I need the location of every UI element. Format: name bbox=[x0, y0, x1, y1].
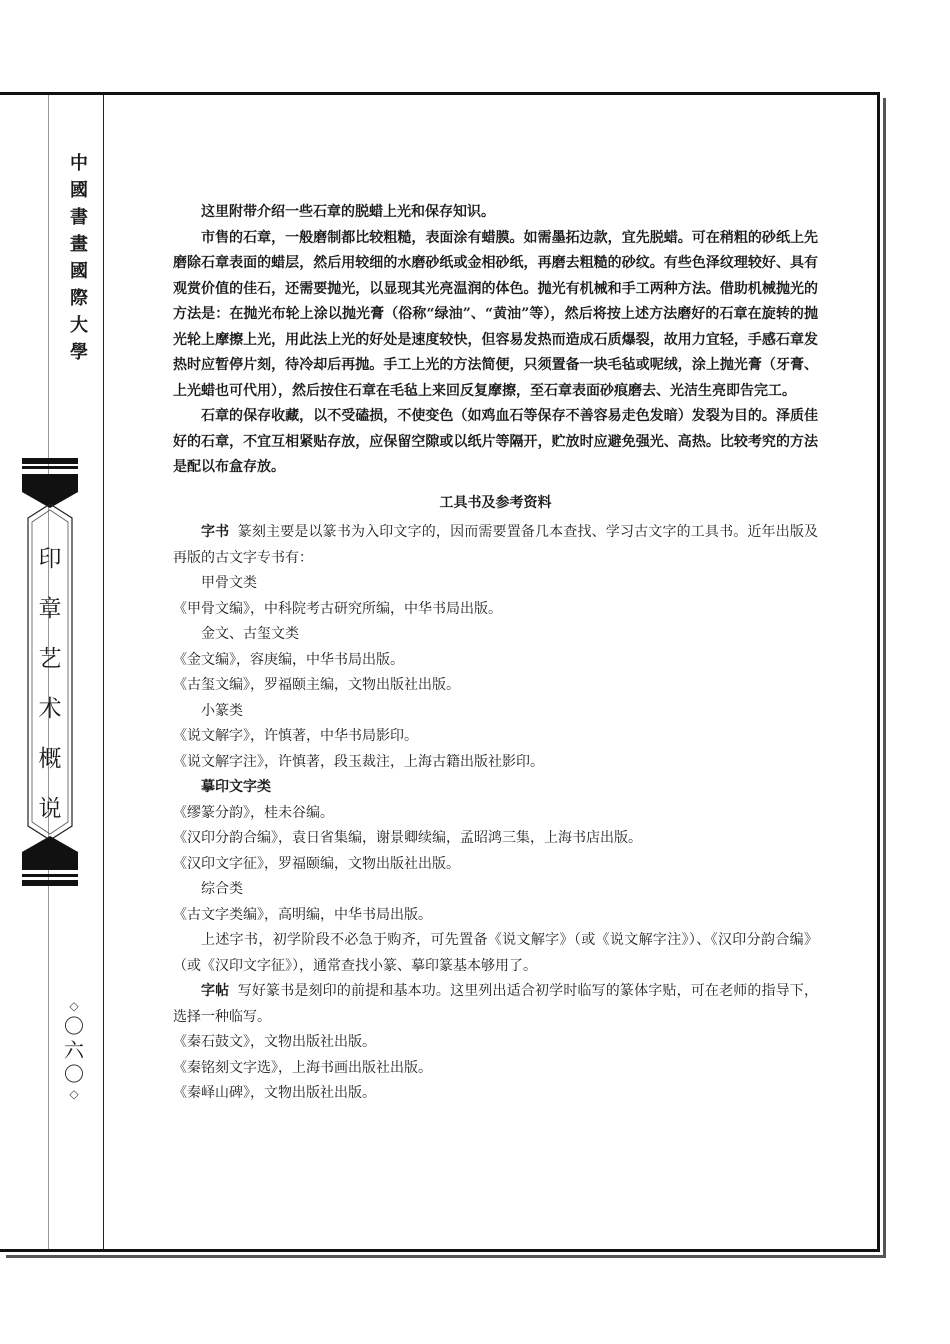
page-number-char: 〇 bbox=[64, 1014, 84, 1038]
series-title-char: 畫 bbox=[70, 234, 88, 255]
paragraph: 石章的保存收藏，以不受磕损，不使变色（如鸡血石等保存不善容易走色发暗）发裂为目的。泽质佳好的石章，不宜互相紧贴存放，应保留空隙或以纸片等隔开，贮放时应避免强光、高热。比较考究的方法是配以布盒存放。 bbox=[173, 408, 818, 475]
diamond-icon: ◇ bbox=[69, 1087, 79, 1101]
series-title-char: 學 bbox=[70, 342, 88, 363]
category-label: 综合类 bbox=[201, 881, 243, 897]
cartouche-bottom-band-thin bbox=[22, 874, 78, 877]
cartouche-top-band-thin bbox=[22, 466, 78, 469]
inner-border-rule bbox=[103, 95, 104, 1249]
book-title-char: 艺 bbox=[38, 646, 62, 672]
paragraph bbox=[173, 520, 818, 571]
section-heading: 工具书及参考资料 bbox=[439, 494, 552, 511]
book-entry: 《汉印文字征》，罗福颐编，文物出版社出版。 bbox=[173, 855, 460, 872]
category-label: 甲骨文类 bbox=[201, 575, 257, 591]
paragraph: 上述字书，初学阶段不必急于购齐，可先置备《说文解字》（或《说文解字注》）、《汉印分韵合编》（或《汉印文字征》），通常查找小篆、摹印篆基本够用了。 bbox=[173, 932, 818, 974]
paragraph: 这里附带介绍一些石章的脱蜡上光和保存知识。 bbox=[201, 204, 495, 220]
page-number bbox=[60, 998, 88, 1102]
book-entry: 《古玺文编》，罗福颐主编，文物出版社出版。 bbox=[173, 677, 460, 693]
term-text: 写好篆书是刻印的前提和基本功。这里列出适合初学时临写的篆体字贴，可在老师的指导下，选择一种临写。 bbox=[173, 983, 819, 1025]
book-entry: 《秦石鼓文》，文物出版社出版。 bbox=[173, 1034, 376, 1050]
category-label: 金文、古玺文类 bbox=[201, 626, 299, 642]
book-entry: 《说文解字》，许慎著，中华书局影印。 bbox=[173, 728, 418, 744]
page-body bbox=[173, 200, 818, 1107]
book-title bbox=[22, 534, 78, 834]
paragraph: 市售的石章，一般磨制都比较粗糙，表面涂有蜡膜。如需墨拓边款，宜先脱蜡。可在稍粗的砂纸上先磨除石章表面的蜡层，然后用较细的水磨砂纸或金相砂纸，再磨去粗糙的砂纹。有些色泽纹理较好、具有观赏价值的佳石，还需要抛光，以显现其光亮温润的体色。抛光有机械和手工两种方法。借助机械抛光的方法是：在抛光布轮上涂以抛光膏（俗称“绿油”、“黄油”等），然后将按上述方法磨好的石章在旋转的抛光轮上摩擦上光，用此法上光的好处是速度较快，但容易发热而造成石质爆裂，故用力宜轻，手感石章发热时应暂停片刻，待冷却后再抛。手工上光的方法简便，只须置备一块毛毡或呢绒，涂上抛光膏（牙膏、上光蜡也可代用），然后按住石章在毛毡上来回反复摩擦，至石章表面砂痕磨去、光洁生亮即告完工。 bbox=[173, 229, 818, 399]
series-title-char: 際 bbox=[70, 288, 88, 309]
diamond-icon: ◇ bbox=[69, 999, 79, 1013]
page-number-char: 六 bbox=[64, 1038, 84, 1062]
cartouche-top-band bbox=[22, 458, 78, 464]
book-entry: 《秦铭刻文字选》，上海书画出版社出版。 bbox=[173, 1059, 432, 1076]
cartouche-bottom-band bbox=[22, 880, 78, 886]
book-title-char: 章 bbox=[38, 596, 62, 622]
book-entry: 《古文字类编》，高明编，中华书局出版。 bbox=[173, 906, 432, 923]
book-entry: 《说文解字注》，许慎著，段玉裁注，上海古籍出版社影印。 bbox=[173, 753, 544, 770]
series-title-char: 大 bbox=[70, 315, 88, 336]
term-label: 字帖 bbox=[201, 983, 230, 999]
category-label: 小篆类 bbox=[201, 702, 243, 719]
series-title bbox=[62, 150, 96, 366]
category-label: 摹印文字类 bbox=[201, 779, 271, 795]
paragraph bbox=[173, 979, 818, 1030]
book-title-char: 术 bbox=[38, 696, 62, 722]
series-title-char: 中 bbox=[70, 153, 88, 174]
book-entry: 《秦峄山碑》，文物出版社出版。 bbox=[173, 1085, 376, 1101]
series-title-char: 國 bbox=[70, 261, 88, 282]
term-text: 篆刻主要是以篆书为入印文字的，因而需要置备几本查找、学习古文字的工具书。近年出版及再版的古文字专书有： bbox=[173, 524, 819, 566]
book-title-char: 概 bbox=[38, 746, 62, 772]
page-number-char: 〇 bbox=[64, 1062, 84, 1086]
book-title-char: 印 bbox=[38, 546, 62, 572]
series-title-char: 國 bbox=[70, 180, 88, 201]
book-entry: 《甲骨文编》，中科院考古研究所编，中华书局出版。 bbox=[173, 600, 502, 617]
book-entry: 《汉印分韵合编》，袁日省集编，谢景卿续编，孟昭鸿三集，上海书店出版。 bbox=[173, 830, 642, 846]
book-entry: 《金文编》，容庚编，中华书局出版。 bbox=[173, 651, 404, 668]
book-entry: 《缪篆分韵》，桂未谷编。 bbox=[173, 804, 334, 821]
term-label: 字书 bbox=[201, 524, 230, 540]
series-title-char: 書 bbox=[70, 207, 88, 228]
book-title-char: 说 bbox=[38, 796, 62, 822]
